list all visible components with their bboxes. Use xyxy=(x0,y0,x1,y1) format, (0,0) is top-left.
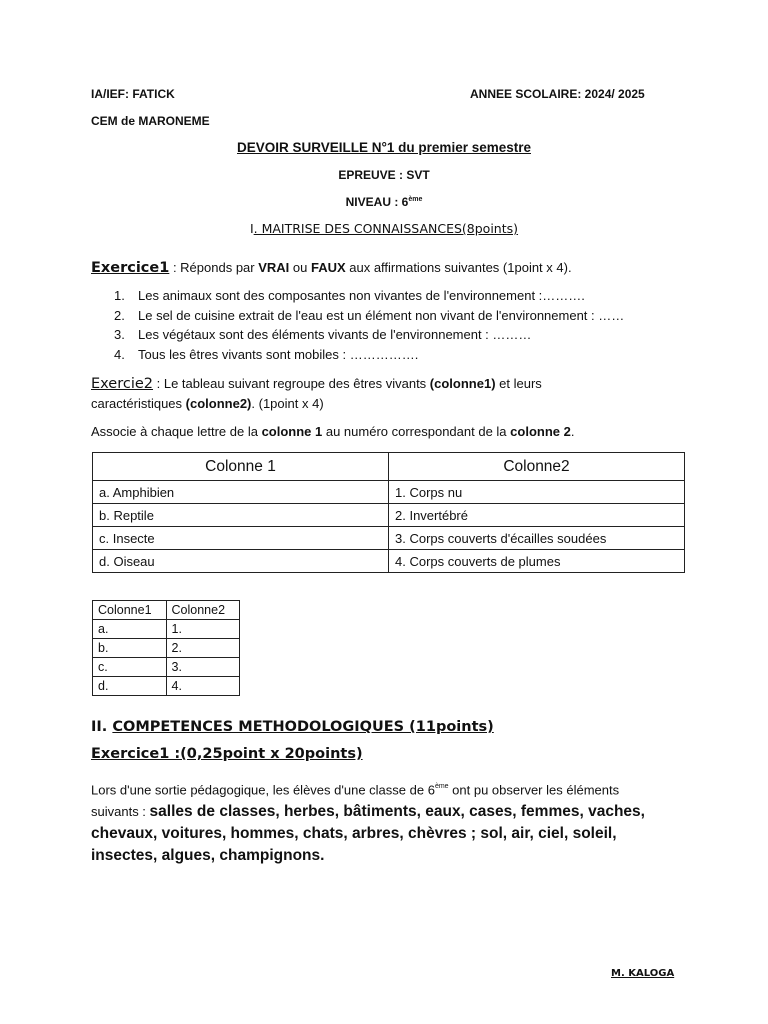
assoc-text-2: au numéro correspondant de la xyxy=(322,424,511,439)
niveau-label xyxy=(0,195,768,209)
column-header: Colonne 1 xyxy=(93,453,389,481)
item-number: 1. xyxy=(114,288,125,303)
table-cell: d. xyxy=(93,677,167,696)
item-text: Les animaux sont des composantes non vivantes de l'environnement :………. xyxy=(138,288,585,303)
table-row xyxy=(93,658,240,677)
section2-heading xyxy=(91,719,494,735)
elements-list-line1: salles de classes, herbes, bâtiments, eaux, cases, femmes, vaches, xyxy=(149,803,645,821)
section2-exercise-title: Exercice1 :(0,25point x 20points) xyxy=(91,746,363,762)
table-row xyxy=(93,550,685,573)
section2-title: COMPETENCES METHODOLOGIQUES (11points) xyxy=(112,719,494,735)
table-cell: d. Oiseau xyxy=(93,550,389,573)
table-cell: 2. xyxy=(166,639,240,658)
table-row xyxy=(93,677,240,696)
table-cell: b. xyxy=(93,639,167,658)
exercice2-label: Exercie2 xyxy=(91,376,154,392)
exercice2-instruction xyxy=(91,374,691,414)
section2-roman: II. xyxy=(91,719,108,735)
obs-text-2: ont pu observer les éléments xyxy=(448,782,620,798)
observation-paragraph xyxy=(91,776,701,867)
exercice2-text-3: caractéristiques xyxy=(91,396,186,411)
obs-text-3: suivants : xyxy=(91,804,150,820)
table-cell: c. xyxy=(93,658,167,677)
item-text: Le sel de cuisine extrait de l'eau est un élément non vivant de l'environnement : …… xyxy=(138,307,625,323)
associate-instruction xyxy=(91,424,574,439)
table-cell: 2. Invertébré xyxy=(389,504,685,527)
colonne2-ref: (colonne2) xyxy=(185,396,252,411)
exercice1-label: Exercice1 xyxy=(91,260,170,276)
item-number: 3. xyxy=(114,327,125,342)
table-cell: 3. Corps couverts d'écailles soudées xyxy=(389,527,685,550)
table-row xyxy=(93,504,685,527)
list-item xyxy=(92,286,624,306)
ief-label: IA/IEF: FATICK xyxy=(91,87,175,101)
exercice2-text-1: : Le tableau suivant regroupe des êtres vivants xyxy=(153,376,430,391)
elements-list-line3: insectes, algues, champignons. xyxy=(91,847,325,865)
faux-keyword: FAUX xyxy=(310,260,346,275)
exercice1-instruction xyxy=(91,260,572,276)
school-name: CEM de MARONEME xyxy=(91,114,210,128)
table-cell: 1. xyxy=(166,620,240,639)
assoc-text-3: . xyxy=(570,424,575,439)
answer-header-row xyxy=(93,601,240,620)
table-row xyxy=(93,481,685,504)
list-item xyxy=(92,306,624,326)
table-cell: 3. xyxy=(166,658,240,677)
table-cell: 1. Corps nu xyxy=(389,481,685,504)
assoc-colonne1: colonne 1 xyxy=(261,424,323,439)
table-cell: b. Reptile xyxy=(93,504,389,527)
page-title: DEVOIR SURVEILLE N°1 du premier semestre xyxy=(237,140,531,155)
table-header-row xyxy=(93,453,685,481)
item-number: 2. xyxy=(114,307,125,323)
table-cell: a. Amphibien xyxy=(93,481,389,504)
column-header: Colonne2 xyxy=(166,601,240,620)
vrai-keyword: VRAI xyxy=(258,260,290,275)
answer-table xyxy=(92,600,240,696)
exercice1-text-1: : Réponds par xyxy=(169,260,259,275)
section1-heading xyxy=(0,221,768,236)
list-item xyxy=(92,325,624,345)
table-cell: 4. Corps couverts de plumes xyxy=(389,550,685,573)
table-cell: 4. xyxy=(166,677,240,696)
table-row xyxy=(93,620,240,639)
exercice2-text-4: . (1point x 4) xyxy=(251,396,324,411)
characteristics-table xyxy=(92,452,685,573)
table-cell: a. xyxy=(93,620,167,639)
school-year: ANNEE SCOLAIRE: 2024/ 2025 xyxy=(470,87,645,101)
exercice2-text-2: et leurs xyxy=(495,376,542,391)
obs-text-1: Lors d'une sortie pédagogique, les élèves d'une classe de 6 xyxy=(91,782,435,798)
exercice1-text-2: ou xyxy=(289,260,311,275)
niveau-text: NIVEAU : 6 xyxy=(345,195,409,209)
section1-title: . MAITRISE DES CONNAISSANCES(8points) xyxy=(253,221,519,236)
elements-list-line2: chevaux, voitures, hommes, chats, arbres, chèvres ; sol, air, ciel, soleil, xyxy=(91,825,617,843)
table-row xyxy=(93,527,685,550)
niveau-superscript: ème xyxy=(408,196,423,203)
section1-roman: I xyxy=(249,221,254,236)
item-number: 4. xyxy=(114,346,125,362)
item-text: Tous les êtres vivants sont mobiles : ……………. xyxy=(138,346,419,362)
exercice1-text-3: aux affirmations suivantes (1point x 4). xyxy=(345,260,572,275)
column-header: Colonne1 xyxy=(93,601,167,620)
obs-superscript: ème xyxy=(434,783,449,790)
assoc-text-1: Associe à chaque lettre de la xyxy=(91,424,262,439)
author-signature: M. KALOGA xyxy=(611,968,675,979)
epreuve-label: EPREUVE : SVT xyxy=(338,168,430,182)
table-row xyxy=(93,639,240,658)
column-header: Colonne2 xyxy=(389,453,685,481)
list-item xyxy=(92,345,624,365)
affirmations-list xyxy=(92,286,624,364)
item-text: Les végétaux sont des éléments vivants de l'environnement : ……… xyxy=(138,327,532,342)
colonne1-ref: (colonne1) xyxy=(429,376,496,391)
assoc-colonne2: colonne 2 xyxy=(510,424,571,439)
table-cell: c. Insecte xyxy=(93,527,389,550)
